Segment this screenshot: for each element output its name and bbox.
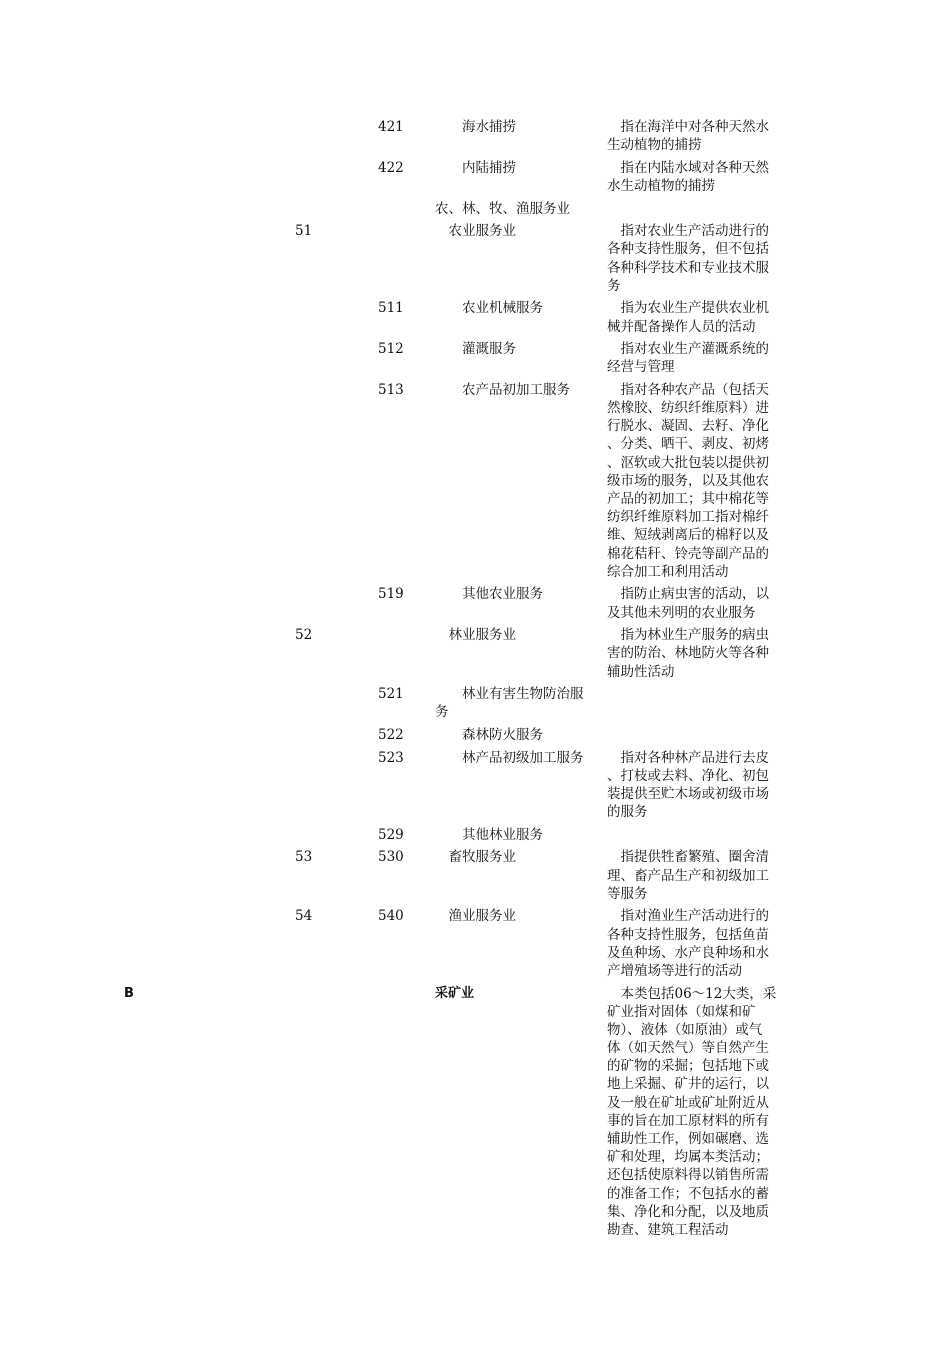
category-name xyxy=(435,749,607,767)
category-description xyxy=(607,626,789,681)
category-description-line: 行脱水、凝固、去籽、净化 xyxy=(607,418,769,435)
category-name-line: 其他农业服务 xyxy=(435,586,543,603)
category-name xyxy=(435,222,607,240)
mid-code: 529 xyxy=(378,826,404,843)
category-description-line: 集、净化和分配，以及地质 xyxy=(607,1203,769,1220)
major-code: 52 xyxy=(295,627,313,644)
category-description-line: 及鱼种场、水产良种场和水 xyxy=(607,944,769,961)
category-description-line: 指在海洋中对各种天然水 xyxy=(607,119,769,135)
table-row xyxy=(0,907,950,980)
category-name-line: 林产品初级加工服务 xyxy=(435,749,584,766)
category-description-line: 维、短绒剥离后的棉籽以及 xyxy=(607,527,769,544)
category-description-line: 、沤软或大批包装以提供初 xyxy=(607,454,769,471)
category-description-line: 产增殖场等进行的活动 xyxy=(607,962,742,979)
category-description-line: 及一般在矿址或矿址附近从 xyxy=(607,1094,769,1111)
category-description-line: 、打枝或去料、净化、初包 xyxy=(607,767,769,784)
major-code: 53 xyxy=(295,849,313,866)
category-description-line: 指为林业生产服务的病虫 xyxy=(607,627,769,644)
category-description-line: 矿业指对固体（如煤和矿 xyxy=(607,1003,756,1020)
section-code: B xyxy=(124,985,134,1001)
category-description-line: 辅助性工作，例如碾磨、选 xyxy=(607,1131,769,1148)
category-name xyxy=(435,685,607,721)
category-description-line: 本类包括06～12大类，采 xyxy=(607,985,777,1002)
category-description-line: 纺织纤维原料加工指对棉纤 xyxy=(607,509,769,526)
category-description xyxy=(607,299,789,335)
category-name-line: 农、林、牧、渔服务业 xyxy=(435,200,570,217)
category-description-line: 各种支持性服务，但不包括 xyxy=(607,241,769,258)
category-description xyxy=(607,159,789,195)
table-row xyxy=(0,848,950,903)
mid-code: 511 xyxy=(378,300,404,317)
category-description-line: 体（如天然气）等自然产生 xyxy=(607,1040,769,1057)
category-description xyxy=(607,381,789,581)
mid-code: 530 xyxy=(378,849,404,866)
table-row xyxy=(0,626,950,681)
category-description-line: 指防止病虫害的活动，以 xyxy=(607,586,769,603)
category-description xyxy=(607,118,789,154)
category-name xyxy=(435,726,607,744)
category-description-line: 水生动植物的捕捞 xyxy=(607,177,715,194)
category-description xyxy=(607,907,789,980)
category-description-line: 地上采掘、矿井的运行，以 xyxy=(607,1076,769,1093)
table-row xyxy=(0,118,950,154)
category-description-line: 指对渔业生产活动进行的 xyxy=(607,908,769,925)
category-description-line: 各种科学技术和专业技术服 xyxy=(607,259,769,276)
category-name xyxy=(435,118,607,136)
category-name xyxy=(435,159,607,177)
category-name-line: 农产品初加工服务 xyxy=(435,381,570,398)
mid-code: 521 xyxy=(378,686,404,703)
category-description xyxy=(607,749,789,822)
category-description-line: 的矿物的采掘；包括地下或 xyxy=(607,1058,769,1075)
major-code: 54 xyxy=(295,908,313,925)
mid-code: 513 xyxy=(378,381,404,398)
category-description-line: 然橡胶、纺织纤维原料）进 xyxy=(607,400,769,417)
category-name-line: 畜牧服务业 xyxy=(435,849,516,866)
category-description-line: 指对各种农产品（包括天 xyxy=(607,381,769,398)
category-description-line: 指提供牲畜繁殖、圈舍清 xyxy=(607,849,769,866)
category-name xyxy=(435,985,607,1003)
table-row xyxy=(0,749,950,822)
category-name xyxy=(435,826,607,844)
category-name xyxy=(435,340,607,358)
category-description-line: 械并配备操作人员的活动 xyxy=(607,318,756,335)
table-row xyxy=(0,585,950,621)
category-description-line: 产品的初加工；其中棉花等 xyxy=(607,491,769,508)
category-name xyxy=(435,907,607,925)
category-description-line: 理、畜产品生产和初级加工 xyxy=(607,867,769,884)
table-row xyxy=(0,726,950,744)
category-name-line: 林业有害生物防治服 xyxy=(435,686,584,703)
category-description-line: 害的防治、林地防火等各种 xyxy=(607,645,769,662)
table-row xyxy=(0,222,950,295)
category-description-line: 装提供至贮木场或初级市场 xyxy=(607,785,769,802)
category-description-line: 各种支持性服务，包括鱼苗 xyxy=(607,926,769,943)
category-description-line: 及其他未列明的农业服务 xyxy=(607,604,756,621)
category-name-line: 海水捕捞 xyxy=(435,119,516,135)
category-name xyxy=(435,585,607,603)
category-description-line: 勘查、建筑工程活动 xyxy=(607,1221,729,1238)
category-description xyxy=(607,585,789,621)
category-description xyxy=(607,222,789,295)
category-description-line: 等服务 xyxy=(607,885,648,902)
category-description-line: 综合加工和利用活动 xyxy=(607,563,729,580)
category-description-line: 指对农业生产灌溉系统的 xyxy=(607,341,769,358)
category-name-line: 森林防火服务 xyxy=(435,727,543,744)
category-name-line: 其他林业服务 xyxy=(435,826,543,843)
mid-code: 540 xyxy=(378,908,404,925)
mid-code: 422 xyxy=(378,159,404,176)
category-description-line: 的准备工作；不包括水的蓄 xyxy=(607,1185,769,1202)
mid-code: 519 xyxy=(378,586,404,603)
category-description-line: 、分类、晒干、剥皮、初烤 xyxy=(607,436,769,453)
category-name xyxy=(435,200,607,218)
category-name xyxy=(435,626,607,644)
category-description-line: 棉花秸秆、铃壳等副产品的 xyxy=(607,545,769,562)
category-name-line: 内陆捕捞 xyxy=(435,159,516,176)
category-description-line: 指对农业生产活动进行的 xyxy=(607,223,769,240)
category-description-line: 矿和处理，均属本类活动； xyxy=(607,1149,769,1166)
category-description-line: 指为农业生产提供农业机 xyxy=(607,300,769,317)
category-description xyxy=(607,340,789,376)
category-description xyxy=(607,985,789,1240)
category-description-line: 辅助性活动 xyxy=(607,663,675,680)
category-name-line: 灌溉服务 xyxy=(435,341,516,358)
category-description-line: 的服务 xyxy=(607,804,648,821)
category-description-line: 经营与管理 xyxy=(607,359,675,376)
category-description-line: 级市场的服务，以及其他农 xyxy=(607,472,769,489)
category-description-line: 生动植物的捕捞 xyxy=(607,137,702,154)
table-row xyxy=(0,985,950,1240)
category-description-line: 还包括使原料得以销售所需 xyxy=(607,1167,769,1184)
table-row xyxy=(0,340,950,376)
table-row xyxy=(0,826,950,844)
category-description-line: 指对各种林产品进行去皮 xyxy=(607,749,769,766)
mid-code: 522 xyxy=(378,727,404,744)
category-description xyxy=(607,848,789,903)
table-row xyxy=(0,159,950,195)
major-code: 51 xyxy=(295,223,313,240)
category-name-line: 渔业服务业 xyxy=(435,908,516,925)
category-name-line: 采矿业 xyxy=(435,985,475,1001)
category-description-line: 务 xyxy=(607,277,621,294)
category-description-line: 物）、液体（如原油）或气 xyxy=(607,1021,763,1038)
category-name-line: 农业机械服务 xyxy=(435,300,543,317)
category-name-line: 林业服务业 xyxy=(435,627,516,644)
category-name xyxy=(435,848,607,866)
table-row xyxy=(0,200,950,218)
category-name-line: 务 xyxy=(435,704,449,721)
table-row xyxy=(0,381,950,581)
category-name xyxy=(435,381,607,399)
classification-table xyxy=(0,118,950,1244)
category-description-line: 事的旨在加工原材料的所有 xyxy=(607,1112,769,1129)
mid-code: 421 xyxy=(378,119,404,135)
category-name-line: 农业服务业 xyxy=(435,223,516,240)
category-name xyxy=(435,299,607,317)
table-row xyxy=(0,299,950,335)
mid-code: 512 xyxy=(378,341,404,358)
table-row xyxy=(0,685,950,721)
category-description-line: 指在内陆水域对各种天然 xyxy=(607,159,769,176)
mid-code: 523 xyxy=(378,749,404,766)
